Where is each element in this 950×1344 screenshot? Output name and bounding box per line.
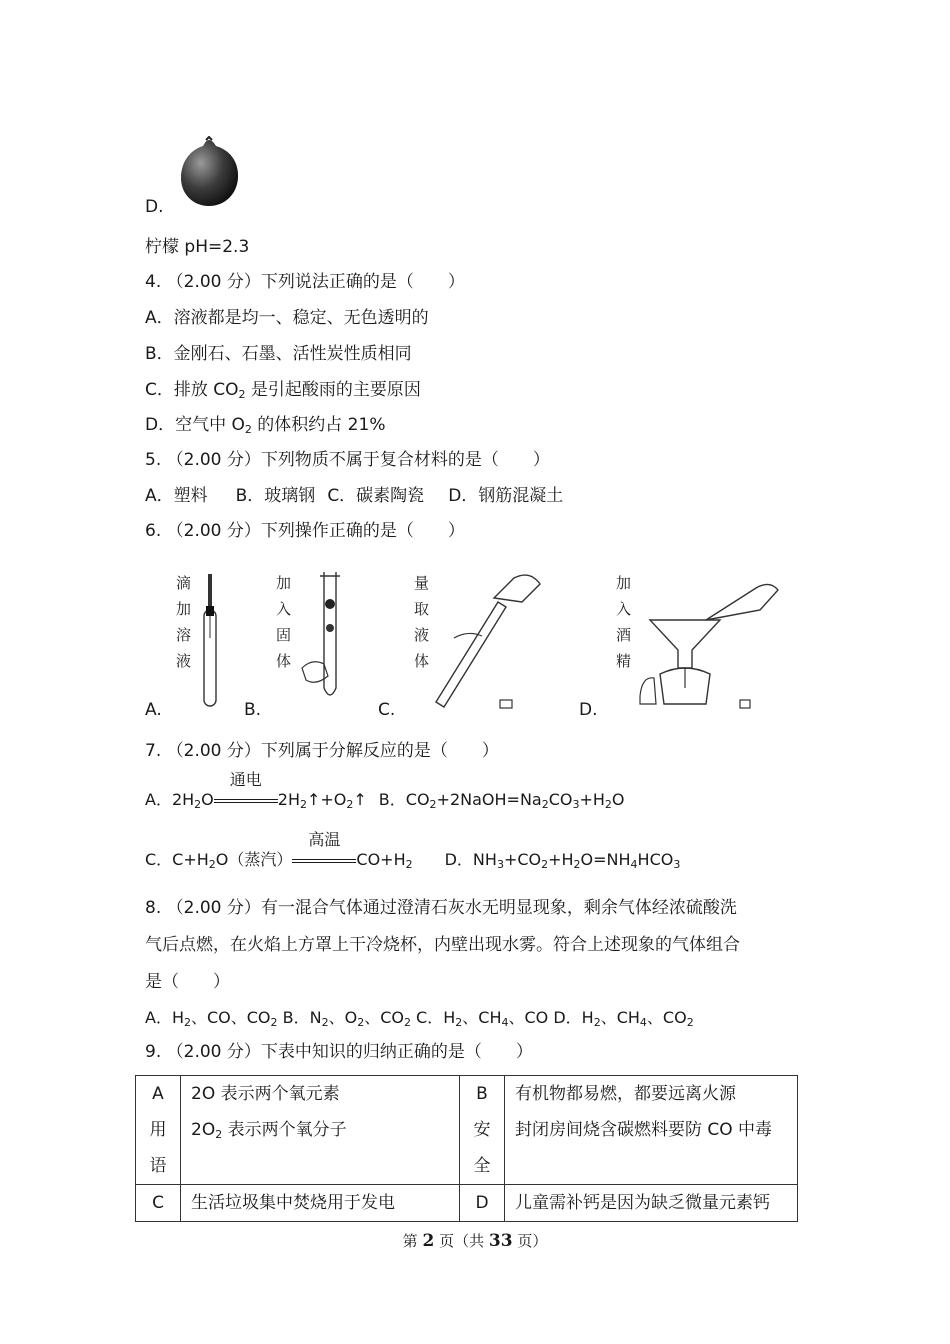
figure-a-dropping-solution [170, 568, 240, 713]
q7-condition-c-text: 高温 [308, 830, 341, 849]
figure-a-caption-1: 滴 [176, 574, 192, 592]
figure-c-caption-1: 量 [414, 574, 430, 592]
q7-condition-a [214, 770, 278, 811]
q4-stem: 4. （2.00 分）下列说法正确的是（ ） [145, 272, 465, 292]
q8-stem-line-1: 8. （2.00 分）有一混合气体通过澄清石灰水无明显现象，剩余气体经浓硫酸洗 [145, 898, 737, 918]
q5-option-c: C．碳素陶瓷 [327, 486, 425, 506]
q5-option-d: D．钢筋混凝土 [448, 486, 564, 506]
q7-option-a-left: A．$2H_2O$ [145, 790, 214, 811]
q7-option-a-right: $2H_2↑+O_2↑$ [277, 790, 367, 811]
figure-d-caption-4: 精 [616, 652, 632, 670]
table-c-item-1: 生活垃圾集中焚烧用于发电 [191, 1193, 395, 1213]
figure-c-caption-4: 体 [414, 652, 430, 670]
figure-d-caption-1: 加 [616, 574, 632, 592]
table-b-item-2: 封闭房间烧含碳燃料要防 CO 中毒 [515, 1120, 773, 1140]
q4-option-d: D．空气中 $O_2$ 的体积约占 21% [145, 415, 386, 436]
q7-option-c-right: $CO+H_2$ [356, 850, 413, 871]
figure-d-adding-alcohol [610, 566, 790, 716]
q7-option-b: B．$CO_2+2NaOH=Na_2CO_3+H_2O$ [378, 790, 625, 811]
q6-label-b: B. [244, 700, 262, 720]
q8-options: A．$H_2$、CO、$CO_2$ B．$N_2$、$O_2$、$CO_2$ C．$H_2$、$CH_4$、CO D．$H_2$、$CH_4$、$CO_2$ [145, 1008, 694, 1029]
table-a-item-2: $2O_2$ 表示两个氧分子 [191, 1120, 347, 1141]
figure-d-caption-3: 酒 [616, 626, 632, 644]
q4-option-c: C．排放 $CO_2$ 是引起酸雨的主要原因 [145, 380, 421, 401]
lemon-image [176, 136, 242, 214]
figure-c-caption-3: 液 [414, 626, 430, 644]
q7-stem: 7. （2.00 分）下列属于分解反应的是（ ） [145, 741, 499, 761]
q4-option-a: A．溶液都是均一、稳定、无色透明的 [145, 308, 429, 328]
page-footer: 第 2 页（共 33 页） [402, 1231, 548, 1251]
figure-a-caption-2: 加 [176, 600, 192, 618]
table-cat-b: B 安 全 [460, 1076, 505, 1185]
figure-b-caption-3: 固 [276, 626, 292, 644]
table-cat-a: A 用 语 [136, 1076, 181, 1185]
footer-page-number: 2 [422, 1231, 435, 1251]
table-a-item-1: 2O 表示两个氧元素 [191, 1084, 340, 1104]
q7-option-c-left: C．$C+H_2O$（蒸汽） [145, 850, 293, 871]
figure-b-caption-2: 入 [276, 600, 292, 618]
figure-a-caption-4: 液 [176, 652, 192, 670]
table-cell-b [505, 1076, 798, 1185]
figure-b-adding-solid [272, 568, 352, 713]
q5-option-a: A．塑料 [145, 486, 208, 506]
q7-options-ab [145, 770, 625, 811]
figure-c-measuring-liquid [408, 566, 558, 716]
q5-option-b: B．玻璃钢 [235, 486, 316, 506]
q6-label-d: D. [579, 700, 598, 720]
figure-c-caption-2: 取 [414, 600, 430, 618]
q8-stem-line-3: 是（ ） [145, 972, 230, 992]
q3-option-d-caption: 柠檬 pH=2.3 [145, 237, 250, 257]
q7-options-cd [145, 830, 681, 871]
table-b-item-1: 有机物都易燃，都要远离火源 [515, 1084, 736, 1104]
figure-d-caption-2: 入 [616, 600, 632, 618]
q5-stem: 5. （2.00 分）下列物质不属于复合材料的是（ ） [145, 450, 550, 470]
table-cell-a [181, 1076, 460, 1185]
q6-label-a: A. [145, 700, 162, 720]
q7-option-d: D．$NH_3+CO_2+H_2O=NH_4HCO_3$ [444, 850, 681, 871]
table-d-item-1: 儿童需补钙是因为缺乏微量元素钙 [515, 1193, 770, 1213]
q6-label-c: C. [378, 700, 396, 720]
q8-stem-line-2: 气后点燃，在火焰上方罩上干冷烧杯，内壁出现水雾。符合上述现象的气体组合 [145, 935, 740, 955]
figure-b-caption-1: 加 [276, 574, 292, 592]
table-cell-d [505, 1185, 798, 1222]
knowledge-table [135, 1075, 798, 1222]
figure-b-caption-4: 体 [276, 652, 292, 670]
q7-condition-c [292, 830, 356, 871]
q5-options [145, 485, 563, 507]
q7-condition-a-text: 通电 [229, 770, 262, 789]
q3-option-d-label: D. [145, 197, 164, 217]
footer-total-pages: 33 [488, 1231, 513, 1251]
table-cat-c: C [136, 1185, 181, 1222]
table-cat-d: D [460, 1185, 505, 1222]
table-cell-c [181, 1185, 460, 1222]
figure-a-caption-3: 溶 [176, 626, 192, 644]
q4-option-b: B．金刚石、石墨、活性炭性质相同 [145, 344, 412, 364]
q6-stem: 6. （2.00 分）下列操作正确的是（ ） [145, 521, 465, 541]
q9-stem: 9. （2.00 分）下表中知识的归纳正确的是（ ） [145, 1042, 533, 1062]
